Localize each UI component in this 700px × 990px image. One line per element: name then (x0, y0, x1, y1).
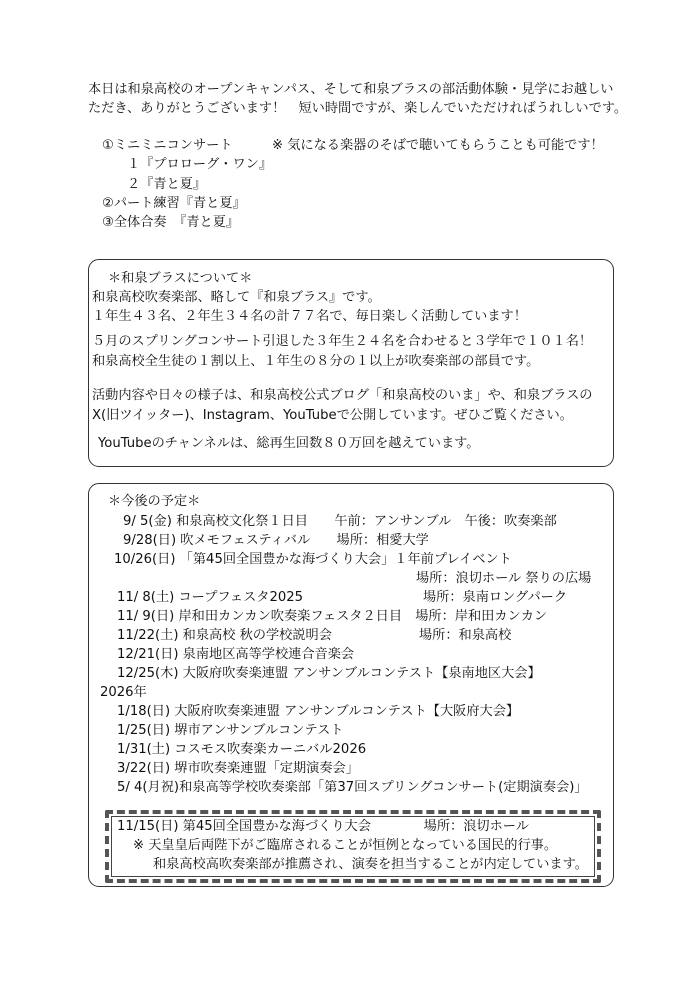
schedule-line: 1/31(土) コスモス吹奏楽カーニバル2026 (117, 742, 367, 757)
highlight-line-2: ※ 天皇皇后両陛下がご臨席されることが恒例となっている国民的行事。 (133, 838, 558, 853)
about-line: ５月のスプリングコンサート引退した３年生２４名を合わせると３学年で１０１名！ (92, 334, 593, 349)
schedule-line: 12/25(木) 大阪府吹奏楽連盟 アンサンブルコンテスト【泉南地区大会】 (117, 666, 541, 681)
schedule-line: 1/18(日) 大阪府吹奏楽連盟 アンサンブルコンテスト【大阪府大会】 (117, 704, 520, 719)
schedule-line: 3/22(日) 堺市吹奏楽連盟「定期演奏会」 (117, 761, 359, 776)
schedule-line: 場所：和泉高校 (419, 628, 512, 643)
schedule-line: 12/21(日) 泉南地区高等学校連合音楽会 (117, 647, 355, 662)
about-line: YouTubeのチャンネルは、総再生回数８０万回を越えています。 (98, 436, 480, 451)
schedule-line: 5/ 4(月祝)和泉高等学校吹奏楽部「第37回スプリングコンサート(定期演奏会)」 (117, 780, 588, 795)
schedule-line: 11/22(土) 和泉高校 秋の学校説明会 (117, 628, 332, 643)
schedule-line: 1/25(日) 堺市アンサンブルコンテスト (117, 723, 344, 738)
about-line: 和泉高校全生徒の１割以上、１年生の８分の１以上が吹奏楽部の部員です。 (92, 354, 540, 369)
about-heading: ＊和泉ブラスについて＊ (108, 271, 253, 286)
intro-line-1: 本日は和泉高校のオープンキャンパス、そして和泉ブラスの部活動体験・見学にお越しい (88, 82, 614, 97)
schedule-heading: ＊今後の予定＊ (108, 494, 201, 509)
program-song-2: ２『青と夏』 (127, 177, 207, 192)
about-line: 活動内容や日々の様子は、和泉高校公式ブログ「和泉高校のいま」や、和泉ブラスの (92, 388, 593, 403)
program-item-1: ①ミニミニコンサート (102, 138, 233, 153)
schedule-line: 11/ 8(土) コープフェスタ2025 (117, 590, 304, 605)
about-line: X(旧ツイッター)、Instagram、YouTubeで公開しています。ぜひご覧ください。 (92, 408, 573, 423)
program-song-1: １『プロローグ・ワン』 (127, 157, 273, 172)
schedule-line: 9/28(日) 吹メモフェスティバル 場所：相愛大学 (123, 533, 429, 548)
schedule-year: 2026年 (100, 685, 147, 700)
schedule-line: 10/26(日) 「第45回全国豊かな海づくり大会」１年前プレイベント (114, 552, 512, 567)
schedule-line: 11/ 9(日) 岸和田カンカン吹奏楽フェスタ２日目 場所：岸和田カンカン (117, 609, 548, 624)
intro-line-2: ただき、ありがとうございます！ 短い時間ですが、楽しんでいただければうれしいです。 (88, 101, 628, 116)
about-line: 和泉高校吹奏楽部、略して『和泉ブラス』です。 (92, 290, 381, 305)
schedule-line: 9/ 5(金) 和泉高校文化祭１日目 午前：アンサンブル 午後：吹奏楽部 (123, 514, 557, 529)
schedule-line: 場所：泉南ロングパーク (423, 590, 568, 605)
program-item-3: ③全体合奏 『青と夏』 (102, 215, 240, 230)
program-note: ※ 気になる楽器のそばで聴いてもらうことも可能です！ (272, 138, 604, 153)
program-item-2: ②パート練習『青と夏』 (102, 196, 246, 211)
about-line: １年生４３名、２年生３４名の計７７名で、毎日楽しく活動しています！ (92, 309, 527, 324)
highlight-line-1: 11/15(日) 第45回全国豊かな海づくり大会 場所：浪切ホール (117, 819, 529, 834)
schedule-line: 場所：浪切ホール 祭りの広場 (416, 571, 592, 586)
highlight-line-3: 和泉高校高吹奏楽部が推薦され、演奏を担当することが内定しています。 (153, 857, 588, 872)
